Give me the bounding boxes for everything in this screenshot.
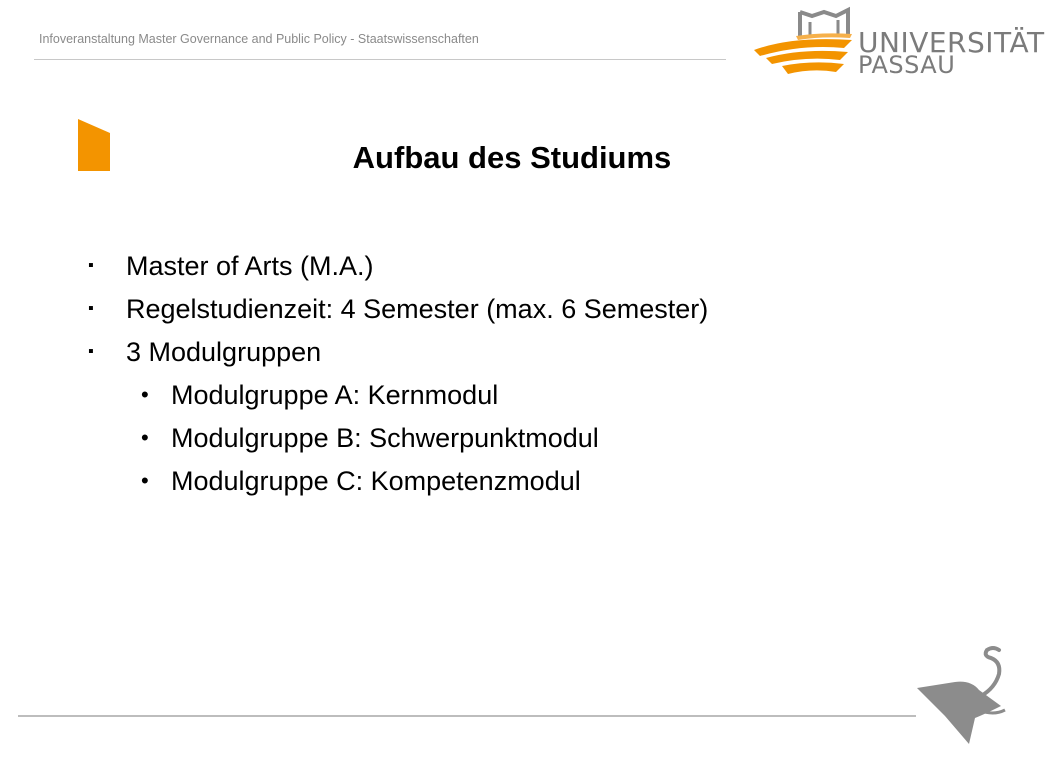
square-bullet-icon: ▪	[88, 300, 94, 317]
square-bullet-icon: ▪	[88, 343, 94, 360]
dot-bullet-icon: •	[141, 468, 149, 493]
logo-text-universitaet: UNIVERSITÄT	[858, 26, 1045, 59]
footer-divider	[18, 715, 916, 717]
header-divider	[34, 59, 726, 60]
dot-bullet-icon: •	[141, 382, 149, 407]
mascot-stingray-icon	[915, 644, 1015, 748]
list-item-text: 3 Modulgruppen	[126, 337, 322, 367]
square-bullet-icon: ▪	[88, 257, 94, 274]
slide-title: Aufbau des Studiums	[352, 140, 672, 175]
university-logo	[752, 6, 1045, 79]
header-event-title: Infoveranstaltung Master Governance and Public Policy - Staatswissenschaften	[39, 32, 479, 46]
list-item-text: Master of Arts (M.A.)	[126, 251, 374, 281]
list-subitem-text: Modulgruppe C: Kompetenzmodul	[171, 466, 581, 496]
dot-bullet-icon: •	[141, 425, 149, 450]
list-subitem-text: Modulgruppe A: Kernmodul	[171, 380, 499, 410]
list-subitem-text: Modulgruppe B: Schwerpunktmodul	[171, 423, 599, 453]
logo-text-passau: PASSAU	[858, 51, 956, 79]
list-item-text: Regelstudienzeit: 4 Semester (max. 6 Semester)	[126, 294, 709, 324]
